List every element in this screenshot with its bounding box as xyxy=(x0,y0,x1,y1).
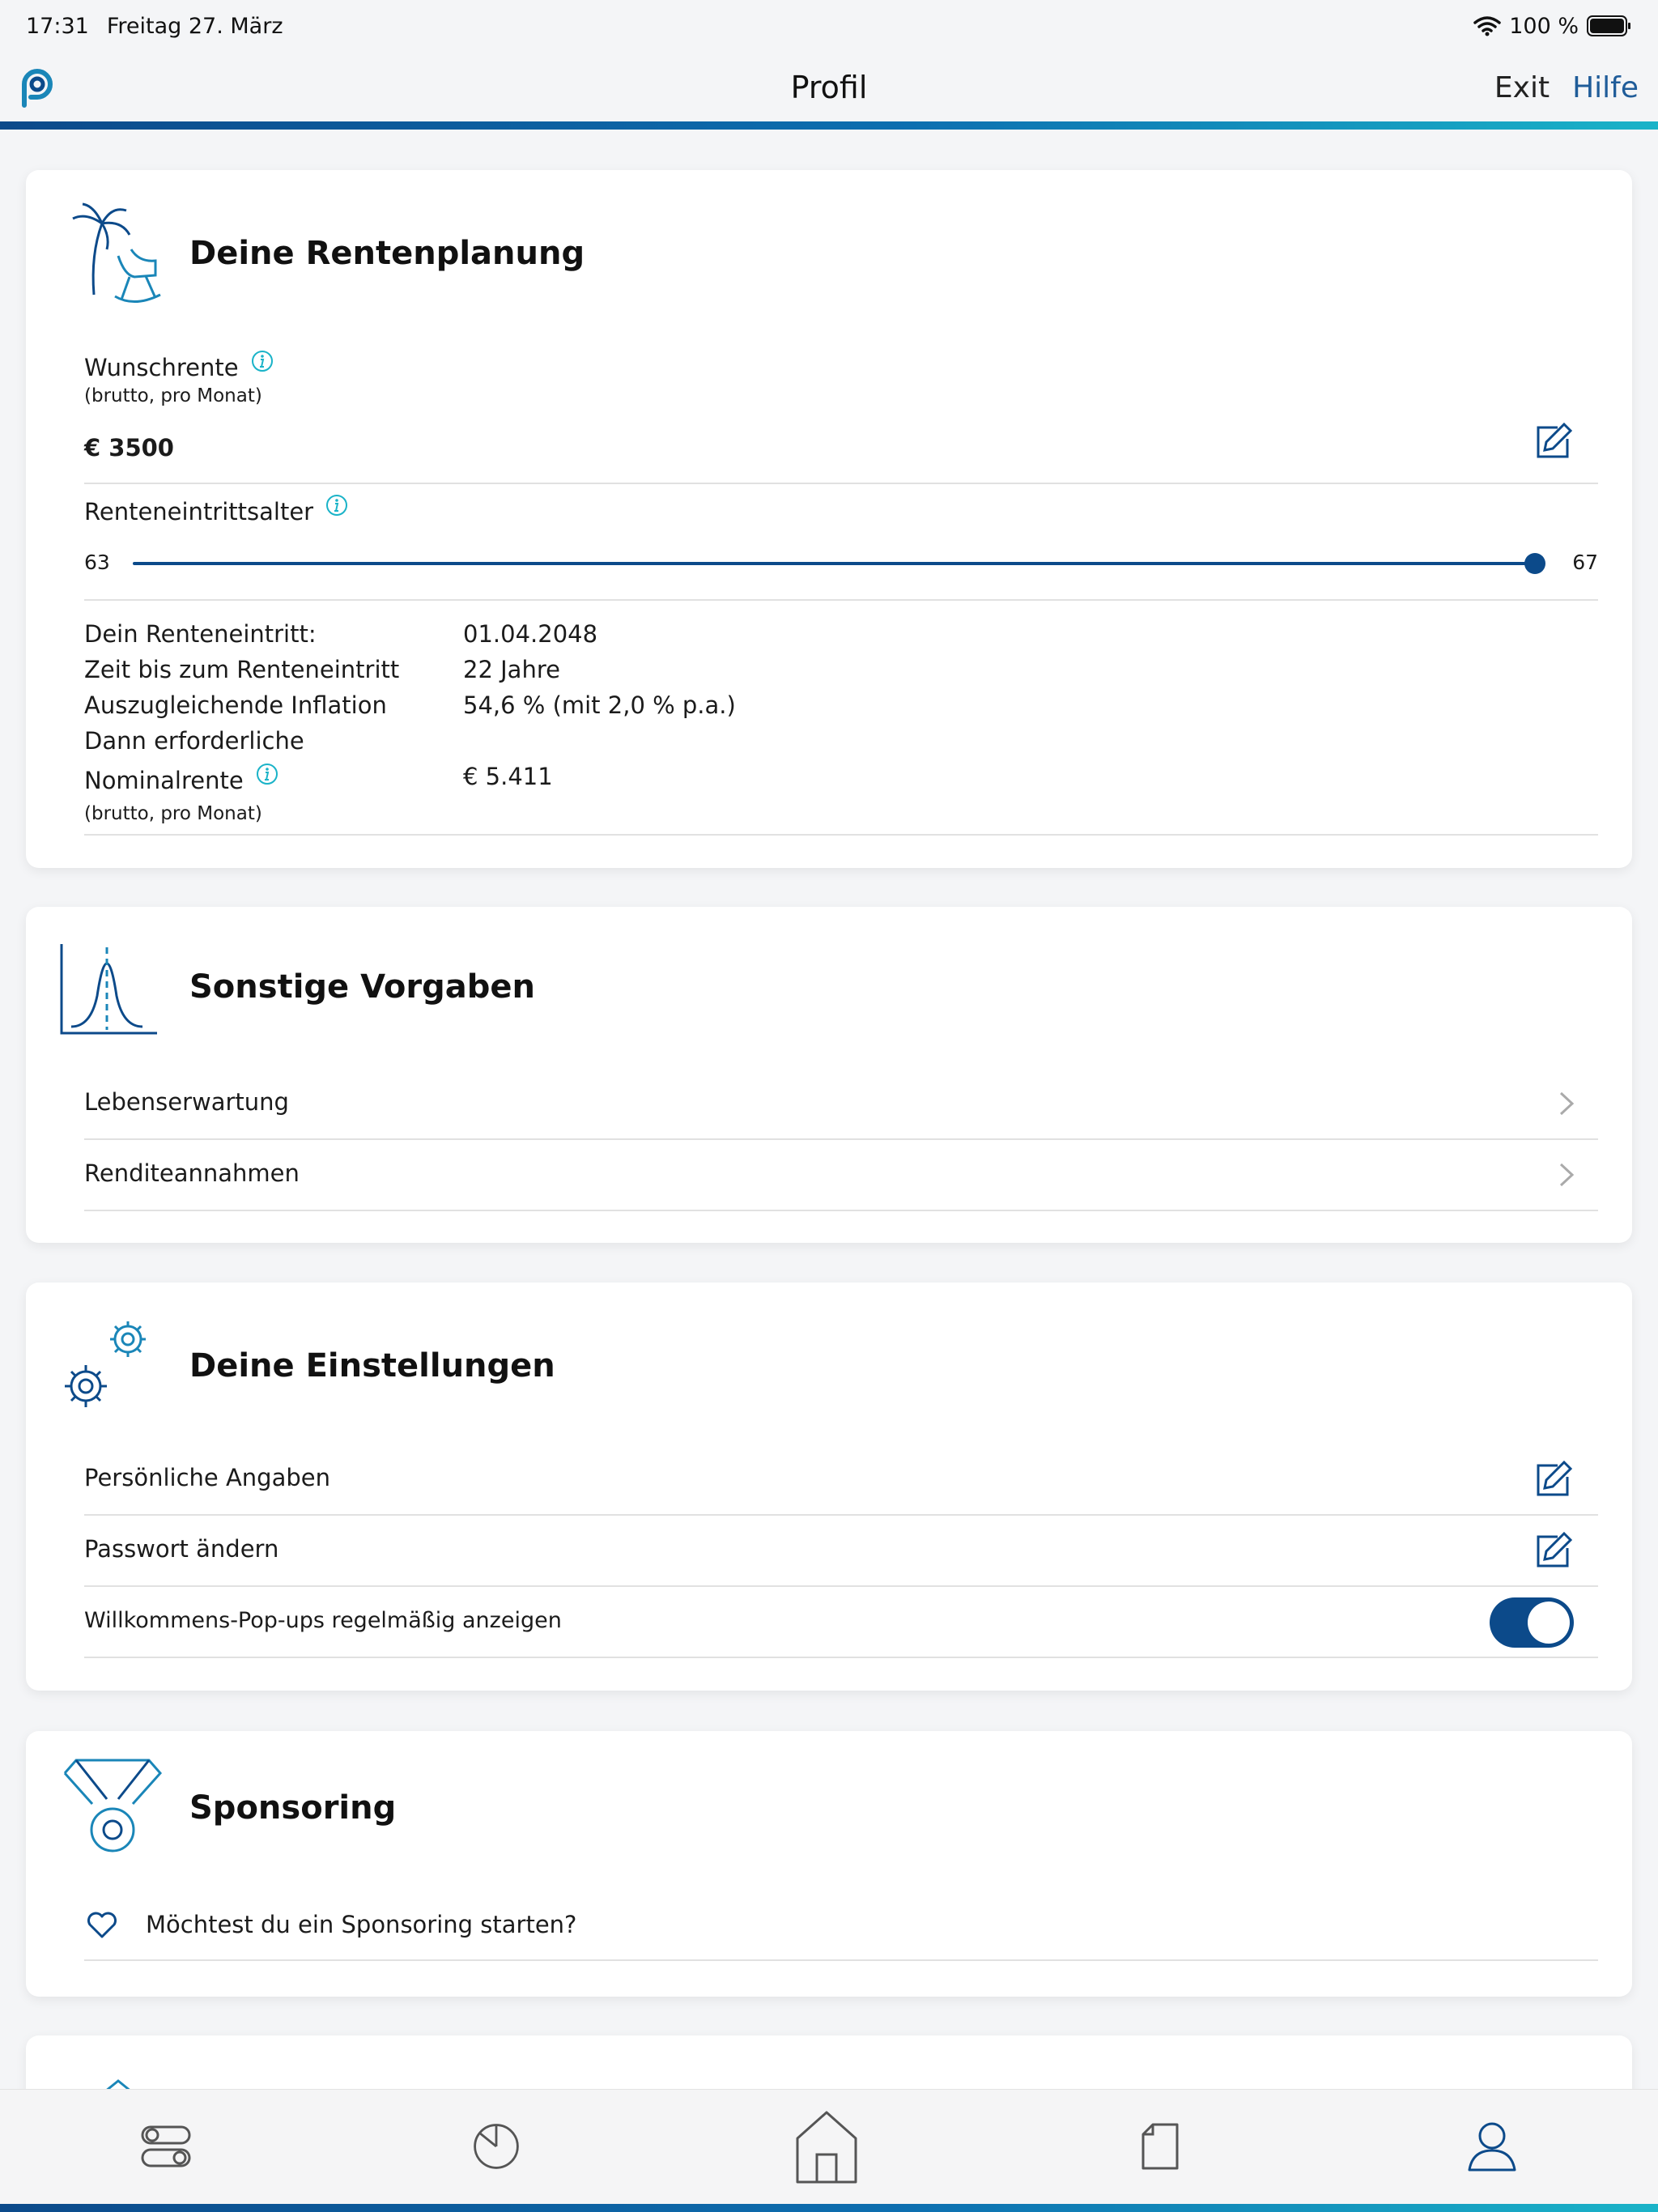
exit-button[interactable]: Exit xyxy=(1494,70,1550,104)
start-sponsoring-row[interactable] xyxy=(84,1888,1598,1961)
chevron-right-icon xyxy=(1558,1161,1575,1189)
detail-key: Zeit bis zum Renteneintritt xyxy=(84,656,400,683)
toggles-icon xyxy=(138,2122,194,2171)
detail-key: Dein Renteneintritt: xyxy=(84,620,317,648)
nominal-sub: (brutto, pro Monat) xyxy=(84,803,262,824)
detail-key: Auszugleichende Inflation xyxy=(84,691,387,719)
return-assumptions-label: Renditeannahmen xyxy=(84,1159,300,1187)
help-button[interactable]: Hilfe xyxy=(1572,70,1639,104)
status-date: Freitag 27. März xyxy=(106,13,283,39)
your-settings-title: Deine Einstellungen xyxy=(189,1347,555,1385)
slider-handle[interactable] xyxy=(1524,553,1545,574)
other-settings-card xyxy=(26,907,1632,1243)
personal-data-label: Persönliche Angaben xyxy=(84,1464,330,1491)
slider-max-label: 67 xyxy=(1572,551,1598,574)
wish-pension-value: € 3500 xyxy=(84,434,174,462)
wish-pension-row xyxy=(84,340,1598,484)
menu-item-life-expectancy[interactable] xyxy=(84,1069,1598,1140)
menu-item-return-assumptions[interactable] xyxy=(84,1140,1598,1211)
tab-profile[interactable] xyxy=(1456,2106,1528,2187)
menu-item-change-password[interactable] xyxy=(84,1516,1598,1587)
top-bar xyxy=(0,52,1658,123)
pie-chart-icon xyxy=(470,2120,523,2173)
other-settings-title: Sonstige Vorgaben xyxy=(189,968,535,1006)
details-divider xyxy=(84,834,1598,836)
footer-accent-line xyxy=(0,2204,1658,2212)
wish-pension-label: Wunschrente xyxy=(84,354,239,381)
home-icon xyxy=(793,2108,861,2185)
wish-pension-sub: (brutto, pro Monat) xyxy=(84,385,262,406)
welcome-popups-toggle[interactable] xyxy=(1490,1597,1574,1648)
palm-chair-icon xyxy=(62,198,175,311)
battery-percent: 100 % xyxy=(1509,13,1579,39)
info-icon[interactable] xyxy=(256,763,278,785)
tab-documents[interactable] xyxy=(1124,2106,1197,2187)
welcome-popups-row xyxy=(84,1587,1598,1658)
medal-icon xyxy=(58,1749,172,1862)
tab-bar xyxy=(0,2089,1658,2204)
gears-icon xyxy=(57,1312,170,1425)
tab-toggles[interactable] xyxy=(130,2106,202,2187)
nominal-value: € 5.411 xyxy=(463,763,553,790)
wifi-icon xyxy=(1473,15,1501,36)
info-icon[interactable] xyxy=(251,350,274,372)
nominal-label-line2: Nominalrente xyxy=(84,767,244,794)
slider-min-label: 63 xyxy=(84,551,110,574)
slider-divider xyxy=(84,599,1598,601)
slider-track[interactable] xyxy=(133,562,1535,565)
bell-curve-chart-icon xyxy=(55,939,168,1053)
nominal-label-line1: Dann erforderliche xyxy=(84,727,304,755)
sponsoring-card xyxy=(26,1731,1632,1997)
detail-value: 54,6 % (mit 2,0 % p.a.) xyxy=(463,691,736,719)
status-time: 17:31 xyxy=(26,13,89,39)
toggle-knob xyxy=(1528,1602,1570,1644)
edit-personal-data-icon[interactable] xyxy=(1533,1459,1574,1499)
profile-icon xyxy=(1466,2120,1518,2173)
header-accent-line xyxy=(0,121,1658,130)
welcome-popups-label: Willkommens-Pop-ups regelmäßig anzeigen xyxy=(84,1608,562,1633)
app-logo-icon[interactable] xyxy=(19,66,57,108)
tab-home[interactable] xyxy=(790,2106,863,2187)
detail-value: 01.04.2048 xyxy=(463,620,598,648)
your-settings-card xyxy=(26,1283,1632,1691)
retirement-title: Deine Rentenplanung xyxy=(189,235,585,272)
page-title: Profil xyxy=(790,70,868,105)
retirement-age-label: Renteneintrittsalter xyxy=(84,498,314,525)
heart-icon xyxy=(86,1911,118,1940)
edit-wish-pension-icon[interactable] xyxy=(1533,421,1574,462)
edit-password-icon[interactable] xyxy=(1533,1530,1574,1571)
menu-item-personal-data[interactable] xyxy=(84,1444,1598,1516)
retirement-card xyxy=(26,170,1632,868)
battery-icon xyxy=(1587,15,1632,37)
detail-value: 22 Jahre xyxy=(463,656,560,683)
document-icon xyxy=(1140,2121,1180,2172)
chevron-right-icon xyxy=(1558,1090,1575,1117)
retirement-age-slider[interactable] xyxy=(84,547,1598,580)
status-bar xyxy=(0,0,1658,52)
change-password-label: Passwort ändern xyxy=(84,1535,279,1563)
tab-analysis[interactable] xyxy=(460,2106,533,2187)
info-icon[interactable] xyxy=(325,494,348,517)
life-expectancy-label: Lebenserwartung xyxy=(84,1088,289,1116)
sponsoring-title: Sponsoring xyxy=(189,1789,397,1827)
start-sponsoring-label: Möchtest du ein Sponsoring starten? xyxy=(146,1911,577,1938)
